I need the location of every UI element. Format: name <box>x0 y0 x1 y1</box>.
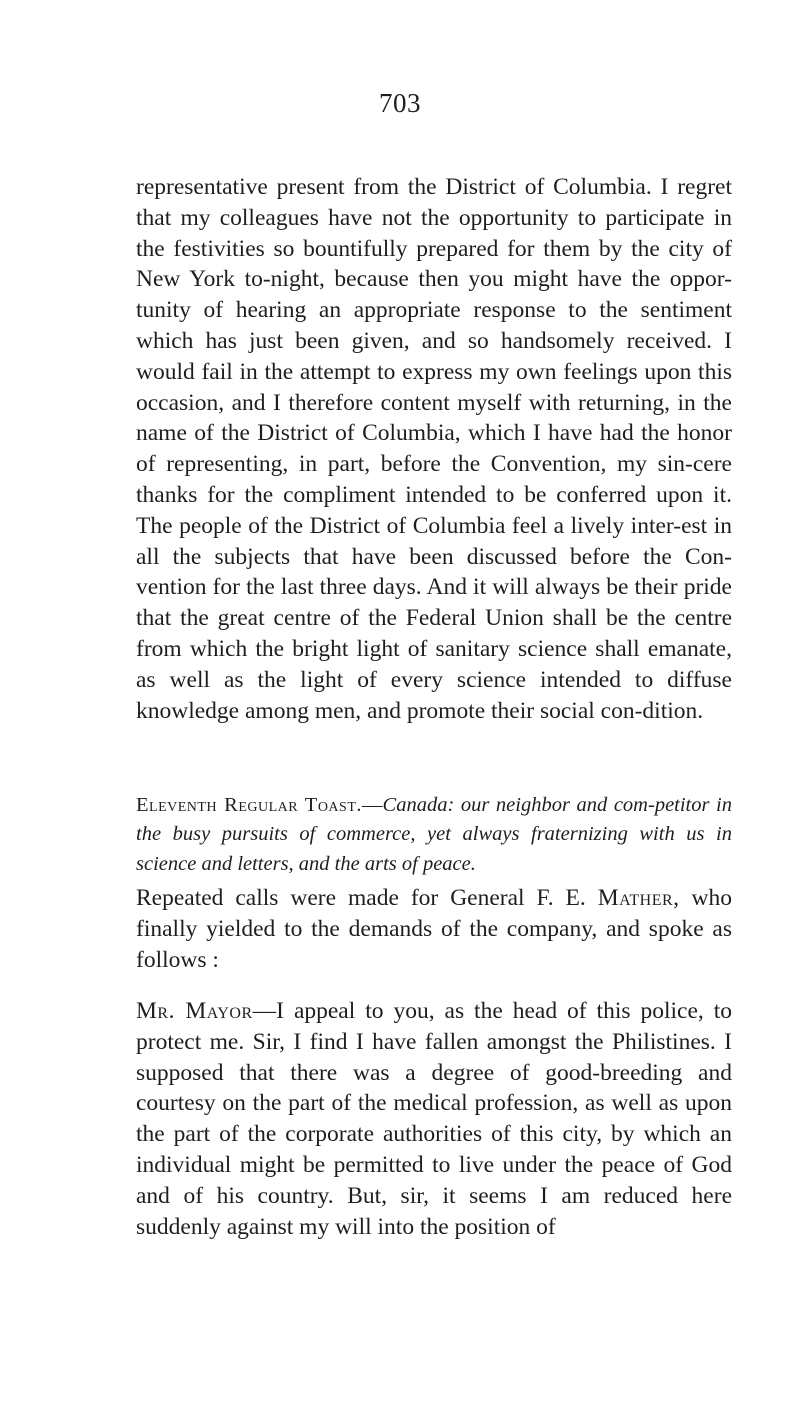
speech-address: Mr. Mayor <box>136 998 253 1024</box>
speech-text: —I appeal to you, as the head of this police, to protect me. Sir, I find I have fallen amongst the Philistines. I supposed that there was a degree of good-breeding and courtesy on the part of the medical profession, as well as upon the part of the corporate authorities of this city, by which an individual might be permitted to live under the peace of God and of his country. But, sir, it seems I am reduced here suddenly against my will into the position of <box>136 998 732 1240</box>
paragraph-district-of-columbia-response <box>136 172 732 726</box>
paragraph-text <box>136 996 732 1242</box>
paragraph-text <box>136 883 732 975</box>
toast-heading: Eleventh Regular Toast. <box>136 794 363 816</box>
paragraph-text: representative present from the District of Columbia. I regret that my colleagues have not the opportunity to participate in the festivities so bountifully prepared for them by the city of New York to-night, because then you might have the oppor-tunity of hearing an appropriate response to the sentiment which has just been given, and so handsomely received. I would fail in the attempt to express my own feelings upon this occasion, and I therefore content myself with returning, in the name of the District of Columbia, which I have had the honor of representing, in part, before the Convention, my sin-cere thanks for the compliment intended to be conferred upon it. The people of the District of Columbia feel a lively inter-est in all the subjects that have been discussed before the Con-vention for the last three days. And it will always be their pride that the great centre of the Federal Union shall be the centre from which the bright light of sanitary science shall emanate, as well as the light of every science intended to diffuse knowledge among men, and promote their social con-dition. <box>136 174 732 724</box>
paragraph-repeated-calls <box>136 883 732 975</box>
page-number: 703 <box>379 88 421 118</box>
paragraph-end: who finally yielded to the demands of the company, and spoke as follows : <box>136 885 732 973</box>
toast-dash: — <box>362 794 383 816</box>
toast-eleventh-regular <box>136 791 732 879</box>
toast-text: Canada: our neighbor and com-petitor in the busy pursuits of commerce, yet always fraternizing with us in science and letters, and the arts of peace. <box>136 794 733 875</box>
paragraph-speech <box>136 996 732 1242</box>
paragraph-start: Repeated calls were made for General F. E. <box>136 885 586 911</box>
speaker-name: Mather, <box>597 885 680 911</box>
